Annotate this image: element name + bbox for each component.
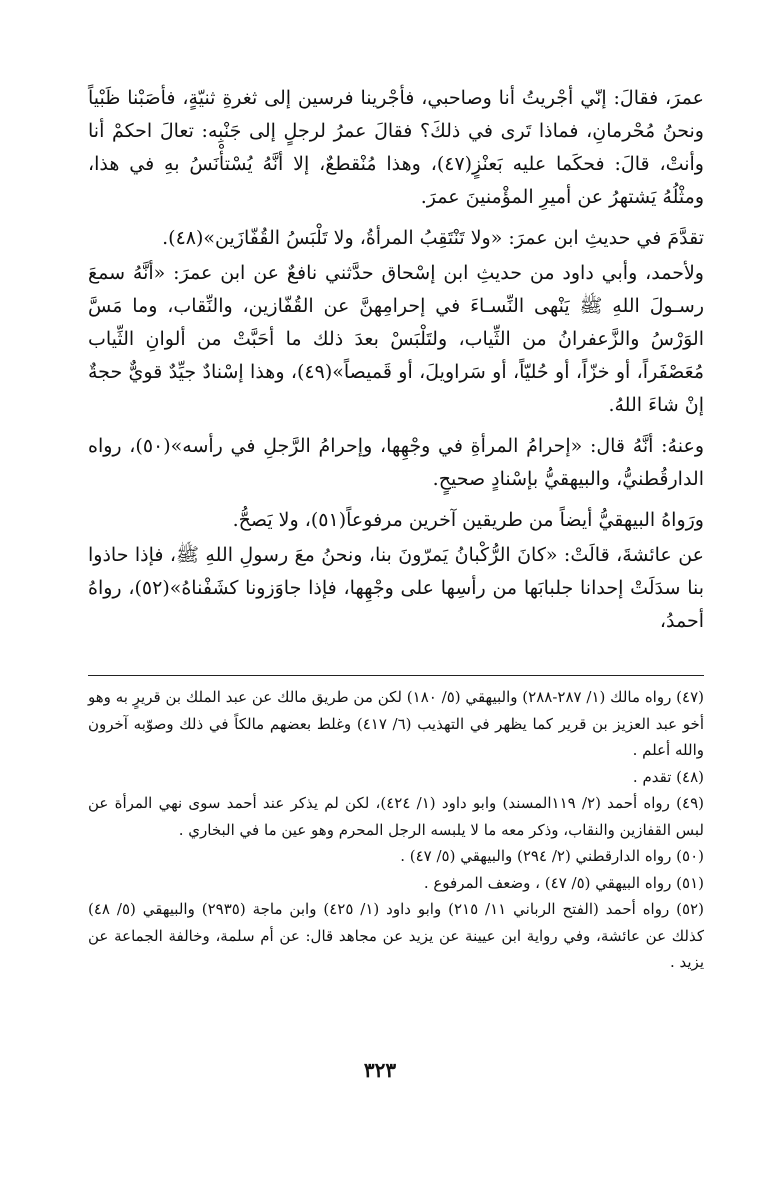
footnote-text: تقدم . [632,767,672,786]
paragraph: تقدَّمَ في حديثِ ابن عمرَ: «ولا تَنْتَقِبُ المرأةُ، ولا تَلْبَسُ القُفّازَين»(٤٨). [162,227,704,249]
paragraph: وعنهُ: أنَّهُ قال: «إحرامُ المرأةِ في وجْهِها، وإحرامُ الرَّجلِ في رأسه»(٥٠)، رواه الدارقُطنيُّ، والبيهقيُّ بإسْنادٍ صحيحٍ. [88,435,704,490]
footnote-text: رواه أحمد (الفتح الرباني ١١/ ٢١٥) وابو داود (١/ ٤٢٥) وابن ماجة (٢٩٣٥) والبيهقي (٥/ ٤٨) كذلك عن عائشة، وفي رواية ابن عيينة عن يزيد عن مجاهد قال: عن أم سلمة، وخالفة الجماعة عن يزيد . [88,900,704,971]
footnote-text: رواه مالك (١/ ٢٨٧-٢٨٨) والبيهقي (٥/ ١٨٠) لكن من طريق مالك عن عبد الملك بن قريرٍ به وهو أخو عبد العزيز بن قرير كما يظهر في التهذيب (٦/ ٤١٧) وغلط بعضهم مالكاً في ذلك وصوّبه آخرون والله أعلم . [88,688,704,759]
footnote-number: (٥٢) [676,900,704,918]
footnote-text: رواه الدارقطني (٢/ ٢٩٤) والبيهقي (٥/ ٤٧) . [400,847,672,865]
paragraph: عن عائشةَ، قالَتْ: «كانَ الرُّكْبانُ يَمرّونَ بنا، ونحنُ معَ رسولِ اللهِ ﷺ، فإذا حاذوا بنا سدَلَتْ إحدانا جلبابَها من رأسِها على وجْهِها، فإذا جاوَزونا كشَفْناهُ»(٥٢)، رواهُ أحمدُ، [88,544,704,632]
footnote-number: (٤٧) [676,688,705,706]
footnote-number: (٤٨) [676,767,704,786]
footnote [88,843,704,870]
paragraph: ولأحمد، وأبي داود من حديثِ ابن إسْحاق حدَّثني نافعٌ عن ابن عمرَ: «أنَّهُ سمعَ رسـولَ اللهِ ﷺ يَنْهى النِّسـاءَ في إحرامِهنَّ عن القُفّازين، والنِّقاب، وما مَسَّ الوَرْسُ والزَّعفرانُ من الثِّياب، ولتَلْبَسْ بعدَ ذلك ما أحَبَّتْ من ألوانِ الثِّياب مُعَصْفَراً، أو خزّاً، أو حُليّاً، أو سَراويلَ، أو قَميصاً»(٤٩)، وهذا إسْنادٌ جيِّدٌ قويٌّ حجةٌ إنْ شاءَ اللهُ. [88,262,704,416]
footnote [88,684,704,764]
footnote [88,790,704,843]
paragraph: ورَواهُ البيهقيُّ أيضاً من طريقين آخرين مرفوعاً(٥١)، ولا يَصحُّ. [232,509,704,531]
footnote [88,764,704,791]
footnote-text: رواه أحمد (٢/ ١١٩المسند) وابو داود (١/ ٤٢٤)، لكن لم يذكر عند أحمد سوى نهي المرأة عن لبس القفازين والنقاب، وذكر معه ما لا يلبسه الرجل المحرم وهو عين ما في البخاري . [88,794,704,839]
footnote-number: (٥١) [676,873,704,892]
footnotes [88,684,704,976]
footnote-number: (٤٩) [676,794,705,812]
paragraph: عمرَ، فقالَ: إنّي أجْريتُ أنا وصاحبي، فأجْرينا فرسين إلى ثغرةِ ثنيّةٍ، فأصَبْنا ظَبْياً ونحنُ مُحْرمانِ، فماذا تَرى في ذلكَ؟ فقالَ عمرُ لرجلٍ إلى جَنْبِه: تعالَ احكمْ أنا وأنتْ، قالَ: فحكَما عليه بَعنْزٍ(٤٧)، وهذا مُنْقطعٌ، إلا أنَّهُ يُسْتأْنَسُ بهِ في هذا، ومثْلُهُ يَشتهرُ عن أميرِ المؤْمنينَ عمرَ. [88,87,704,208]
page-number: ٣٢٣ [363,1058,397,1082]
footnote [88,870,704,897]
footnote-text: رواه البيهقي (٥/ ٤٧) ، وضعف المرفوع . [423,873,672,892]
main-text [88,82,704,638]
footnote [88,896,704,976]
footnote-number: (٥٠) [676,847,704,865]
footnote-divider [88,675,704,676]
